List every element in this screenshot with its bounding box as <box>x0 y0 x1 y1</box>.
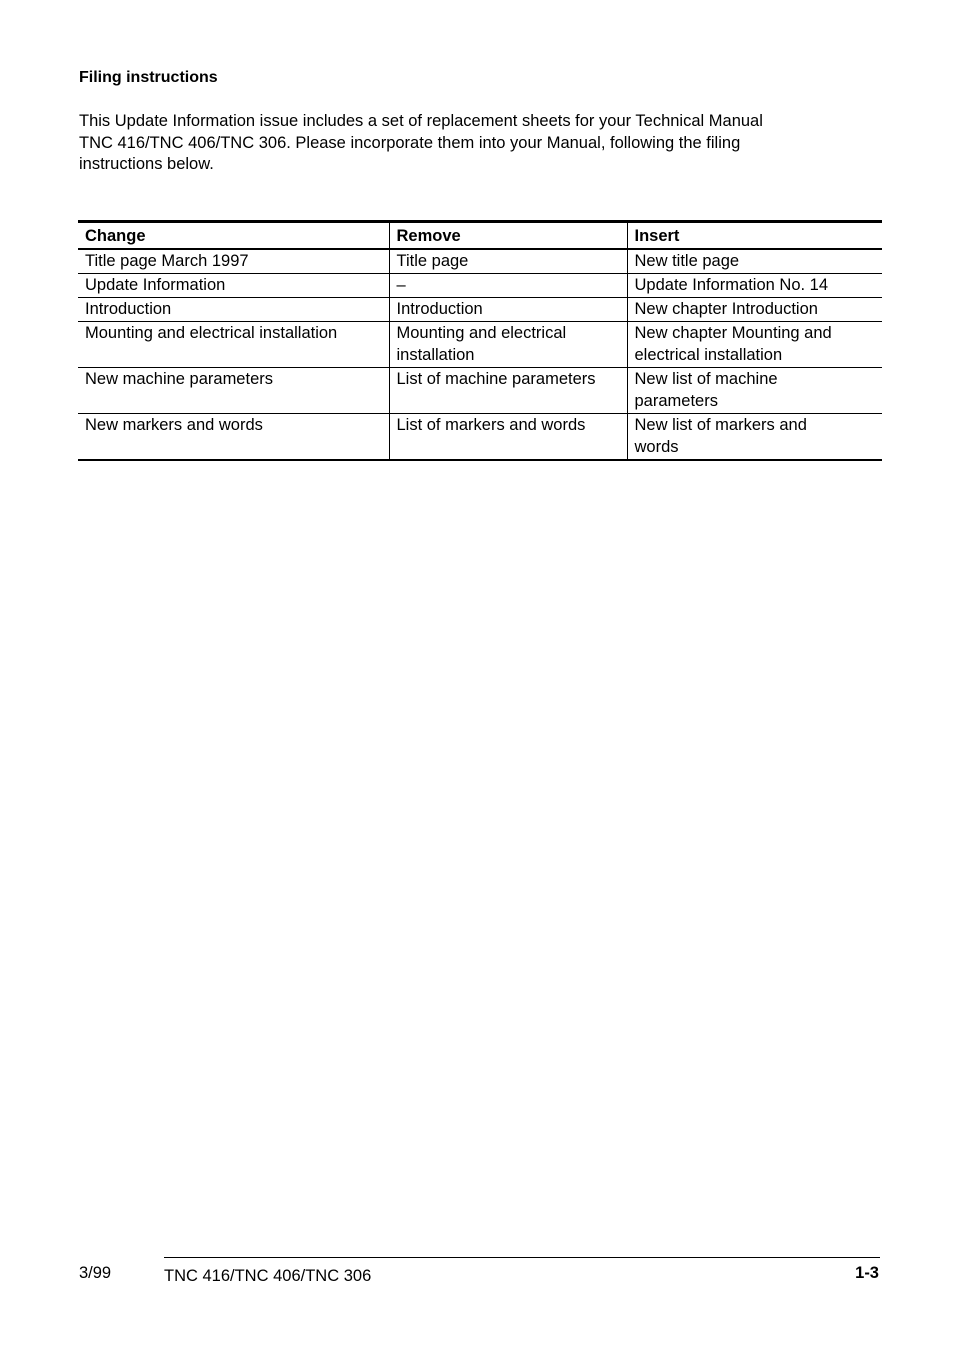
cell-text: Mounting and electrical installation <box>85 324 338 342</box>
cell-text: New title page <box>634 252 740 270</box>
cell-insert <box>627 249 882 274</box>
footer-title: TNC 416/TNC 406/TNC 306 <box>164 1267 372 1285</box>
intro-line: instructions below. <box>79 155 214 173</box>
cell-text: Introduction <box>396 300 483 318</box>
cell-insert <box>627 322 882 368</box>
table-header-row <box>78 222 882 250</box>
filing-instructions-table <box>78 220 882 461</box>
cell-insert <box>627 274 882 298</box>
cell-text: New markers and words <box>85 416 263 434</box>
cell-remove <box>389 414 627 461</box>
table-row <box>78 249 882 274</box>
cell-insert <box>627 298 882 322</box>
cell-text: New chapter Introduction <box>634 300 818 318</box>
cell-text: Introduction <box>85 300 172 318</box>
cell-text: installation <box>396 346 475 364</box>
cell-change <box>78 322 389 368</box>
cell-text: words <box>634 438 679 456</box>
column-header-remove: Remove <box>389 222 627 250</box>
cell-remove <box>389 298 627 322</box>
footer-divider <box>164 1257 880 1258</box>
page-number: 1-3 <box>855 1264 879 1282</box>
cell-change <box>78 249 389 274</box>
cell-text: Title page March 1997 <box>85 252 249 270</box>
section-heading: Filing instructions <box>79 69 218 86</box>
cell-change <box>78 298 389 322</box>
cell-text: Update Information No. 14 <box>634 276 829 294</box>
cell-insert <box>627 414 882 461</box>
footer-date: 3/99 <box>79 1264 112 1282</box>
cell-text: New machine parameters <box>85 370 273 388</box>
cell-remove <box>389 368 627 414</box>
cell-text: List of markers and words <box>396 416 586 434</box>
cell-text: List of machine parameters <box>396 370 596 388</box>
table-row <box>78 298 882 322</box>
cell-remove <box>389 249 627 274</box>
cell-text: – <box>396 276 406 294</box>
intro-line: TNC 416/TNC 406/TNC 306. Please incorporate them into your Manual, following the filing <box>79 133 741 152</box>
cell-text: New list of machine <box>634 370 778 388</box>
cell-text: Mounting and electrical <box>396 324 567 342</box>
cell-text: New chapter Mounting and <box>634 324 832 342</box>
table-row <box>78 274 882 298</box>
cell-text: New list of markers and <box>634 416 807 434</box>
cell-remove <box>389 274 627 298</box>
cell-text: Title page <box>396 252 469 270</box>
cell-change <box>78 274 389 298</box>
cell-text: Update Information <box>85 276 226 294</box>
column-header-change: Change <box>78 222 389 250</box>
column-header-insert: Insert <box>627 222 882 250</box>
cell-remove <box>389 322 627 368</box>
cell-text: parameters <box>634 392 718 410</box>
cell-change <box>78 368 389 414</box>
cell-insert <box>627 368 882 414</box>
intro-paragraph <box>79 111 859 176</box>
intro-line: This Update Information issue includes a set of replacement sheets for your Technical Manual <box>79 112 763 130</box>
table-row <box>78 322 882 368</box>
table-row <box>78 368 882 414</box>
table-row <box>78 414 882 461</box>
cell-text: electrical installation <box>634 346 783 364</box>
cell-change <box>78 414 389 461</box>
